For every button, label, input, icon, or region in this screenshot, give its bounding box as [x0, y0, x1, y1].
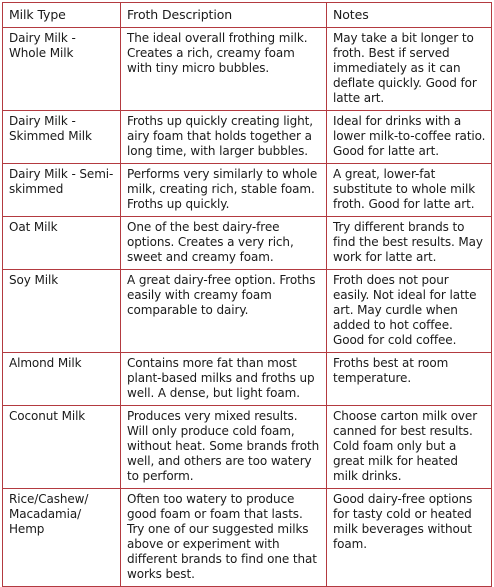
header-notes: Notes	[327, 3, 492, 28]
table-row	[3, 489, 492, 587]
cell-notes: May take a bit longer to froth. Best if served immediately as it can deflate quickly. Good for latte art.	[327, 28, 492, 111]
cell-notes: Froth does not pour easily. Not ideal for latte art. May curdle when added to hot coffee. Good for cold coffee.	[327, 270, 492, 353]
milk-froth-table	[2, 2, 492, 587]
table-row	[3, 406, 492, 489]
cell-milk-type: Almond Milk	[3, 353, 121, 406]
table-row	[3, 28, 492, 111]
header-froth-description: Froth Description	[121, 3, 327, 28]
table-row	[3, 270, 492, 353]
table-row	[3, 353, 492, 406]
cell-notes: Ideal for drinks with a lower milk-to-coffee ratio. Good for latte art.	[327, 111, 492, 164]
cell-froth-description: Produces very mixed results. Will only produce cold foam, without heat. Some brands froth well, and others are too watery to perform.	[121, 406, 327, 489]
cell-froth-description: Performs very similarly to whole milk, creating rich, stable foam. Froths up quickly.	[121, 164, 327, 217]
cell-froth-description: Froths up quickly creating light, airy foam that holds together a long time, with larger bubbles.	[121, 111, 327, 164]
cell-milk-type: Dairy Milk - Skimmed Milk	[3, 111, 121, 164]
cell-froth-description: One of the best dairy-free options. Creates a very rich, sweet and creamy foam.	[121, 217, 327, 270]
cell-milk-type: Oat Milk	[3, 217, 121, 270]
cell-notes: Try different brands to find the best results. May work for latte art.	[327, 217, 492, 270]
milk-froth-table-container	[2, 2, 491, 587]
cell-froth-description: A great dairy-free option. Froths easily with creamy foam comparable to dairy.	[121, 270, 327, 353]
cell-froth-description: Often too watery to produce good foam or foam that lasts. Try one of our suggested milks above or experiment with different brands to find one that works best.	[121, 489, 327, 587]
cell-milk-type: Dairy Milk - Whole Milk	[3, 28, 121, 111]
cell-milk-type: Soy Milk	[3, 270, 121, 353]
cell-froth-description: The ideal overall frothing milk. Creates a rich, creamy foam with tiny micro bubbles.	[121, 28, 327, 111]
cell-milk-type: Dairy Milk - Semi-skimmed	[3, 164, 121, 217]
cell-notes: Choose carton milk over canned for best results. Cold foam only but a great milk for heated milk drinks.	[327, 406, 492, 489]
header-milk-type: Milk Type	[3, 3, 121, 28]
cell-notes: Froths best at room temperature.	[327, 353, 492, 406]
table-row	[3, 217, 492, 270]
cell-milk-type: Coconut Milk	[3, 406, 121, 489]
table-row	[3, 164, 492, 217]
table-row	[3, 111, 492, 164]
table-header-row	[3, 3, 492, 28]
cell-notes: Good dairy-free options for tasty cold or heated milk beverages without foam.	[327, 489, 492, 587]
cell-froth-description: Contains more fat than most plant-based milks and froths up well. A dense, but light foam.	[121, 353, 327, 406]
cell-notes: A great, lower-fat substitute to whole milk froth. Good for latte art.	[327, 164, 492, 217]
cell-milk-type: Rice/Cashew/ Macadamia/ Hemp	[3, 489, 121, 587]
